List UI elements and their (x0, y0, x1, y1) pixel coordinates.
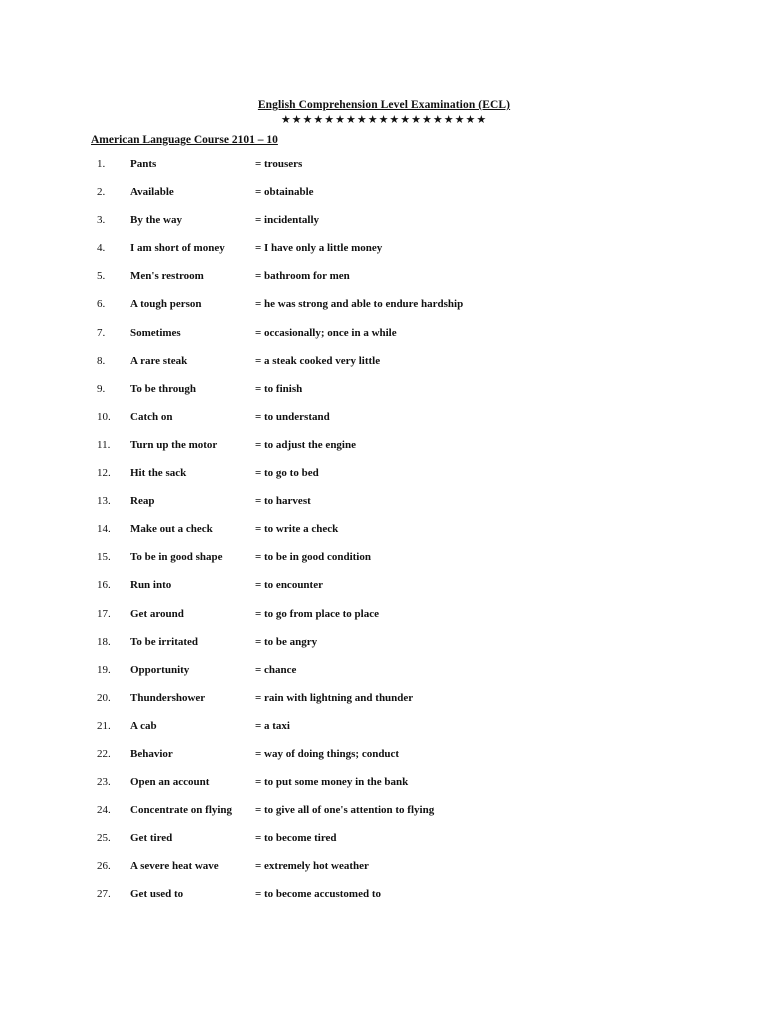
course-heading: American Language Course 2101 – 10 (91, 134, 278, 146)
list-item (0, 691, 768, 719)
item-term: To be in good shape (130, 551, 223, 564)
item-term: Catch on (130, 410, 173, 423)
item-term: Available (130, 186, 174, 199)
list-item (0, 438, 768, 466)
item-term: I am short of money (130, 242, 225, 255)
item-number: 6. (97, 298, 106, 311)
list-item (0, 578, 768, 606)
item-number: 2. (97, 186, 106, 199)
item-term: Hit the sack (130, 467, 187, 480)
item-number: 25. (97, 832, 111, 845)
item-definition: = occasionally; once in a while (255, 326, 397, 339)
list-item (0, 494, 768, 522)
list-item (0, 719, 768, 747)
list-item (0, 269, 768, 297)
item-term: Behavior (130, 747, 173, 760)
item-term: Get tired (130, 832, 173, 845)
item-term: To be irritated (130, 635, 199, 648)
item-definition: = to become tired (255, 832, 337, 845)
list-item (0, 382, 768, 410)
item-number: 23. (97, 776, 111, 789)
list-item (0, 297, 768, 325)
item-definition: = to go to bed (255, 467, 319, 480)
item-number: 19. (97, 663, 111, 676)
item-number: 14. (97, 523, 111, 536)
item-term: A cab (130, 719, 157, 732)
list-item (0, 157, 768, 185)
list-item (0, 887, 768, 915)
list-item (0, 185, 768, 213)
item-number: 20. (97, 691, 111, 704)
item-definition: = a steak cooked very little (255, 354, 381, 367)
item-term: Get used to (130, 888, 184, 901)
item-number: 22. (97, 747, 111, 760)
item-term: Reap (130, 495, 155, 508)
list-item (0, 410, 768, 438)
item-term: Run into (130, 579, 172, 592)
item-definition: = to put some money in the bank (255, 776, 409, 789)
list-item (0, 241, 768, 269)
item-number: 1. (97, 158, 106, 170)
item-definition: = to finish (255, 382, 303, 395)
item-number: 7. (97, 326, 106, 339)
item-term: Get around (130, 607, 184, 620)
item-term: Concentrate on flying (130, 804, 233, 817)
item-number: 3. (97, 214, 106, 227)
document-title: English Comprehension Level Examination (ECL) (257, 99, 511, 111)
list-item (0, 747, 768, 775)
item-term: A rare steak (130, 354, 188, 367)
item-definition: = incidentally (255, 214, 320, 227)
item-definition: = bathroom for men (255, 270, 350, 283)
item-definition: = to go from place to place (255, 607, 379, 620)
item-term: To be through (130, 382, 197, 395)
item-definition: = to harvest (255, 495, 311, 508)
item-number: 21. (97, 719, 111, 732)
item-term: Sometimes (130, 326, 181, 339)
item-term: A severe heat wave (130, 860, 219, 873)
list-item (0, 663, 768, 691)
item-number: 15. (97, 551, 111, 564)
item-term: By the way (130, 214, 182, 227)
list-item (0, 803, 768, 831)
item-number: 11. (97, 438, 111, 451)
list-item (0, 354, 768, 382)
list-item (0, 775, 768, 803)
item-number: 18. (97, 635, 111, 648)
item-definition: = to become accustomed to (255, 888, 382, 901)
list-item (0, 635, 768, 663)
item-number: 16. (97, 579, 111, 592)
item-number: 10. (97, 410, 111, 423)
item-term: Opportunity (130, 663, 190, 676)
item-definition: = rain with lightning and thunder (255, 691, 414, 704)
item-definition: = trousers (255, 158, 303, 170)
item-definition: = he was strong and able to endure hardship (255, 298, 464, 311)
item-number: 9. (97, 382, 106, 395)
item-definition: = chance (255, 663, 297, 676)
item-term: A tough person (130, 298, 202, 311)
item-definition: = to adjust the engine (255, 438, 356, 451)
item-definition: = to understand (255, 410, 330, 423)
vocabulary-list (0, 157, 768, 916)
item-number: 8. (97, 354, 106, 367)
item-definition: = extremely hot weather (255, 860, 369, 873)
item-definition: = to be in good condition (255, 551, 371, 564)
list-item (0, 326, 768, 354)
item-term: Turn up the motor (130, 438, 218, 451)
item-definition: = obtainable (255, 186, 314, 199)
list-item (0, 859, 768, 887)
list-item (0, 466, 768, 494)
item-definition: = to encounter (255, 579, 323, 592)
list-item (0, 213, 768, 241)
list-item (0, 831, 768, 859)
item-number: 26. (97, 860, 111, 873)
item-number: 17. (97, 607, 111, 620)
item-definition: = a taxi (255, 719, 290, 732)
item-definition: = I have only a little money (255, 242, 383, 255)
list-item (0, 550, 768, 578)
item-number: 12. (97, 467, 111, 480)
list-item (0, 607, 768, 635)
item-definition: = to give all of one's attention to flying (255, 804, 435, 817)
item-term: Thundershower (130, 691, 206, 704)
item-term: Men's restroom (130, 270, 204, 283)
item-number: 4. (97, 242, 106, 255)
item-number: 5. (97, 270, 106, 283)
item-number: 13. (97, 495, 111, 508)
item-definition: = to be angry (255, 635, 318, 648)
item-number: 27. (97, 888, 111, 901)
item-definition: = to write a check (255, 523, 339, 536)
item-term: Open an account (130, 776, 210, 789)
list-item (0, 522, 768, 550)
star-divider: ★★★★★★★★★★★★★★★★★★★ (280, 114, 488, 126)
item-term: Make out a check (130, 523, 213, 536)
item-number: 24. (97, 804, 111, 817)
item-term: Pants (130, 158, 157, 170)
item-definition: = way of doing things; conduct (255, 747, 400, 760)
